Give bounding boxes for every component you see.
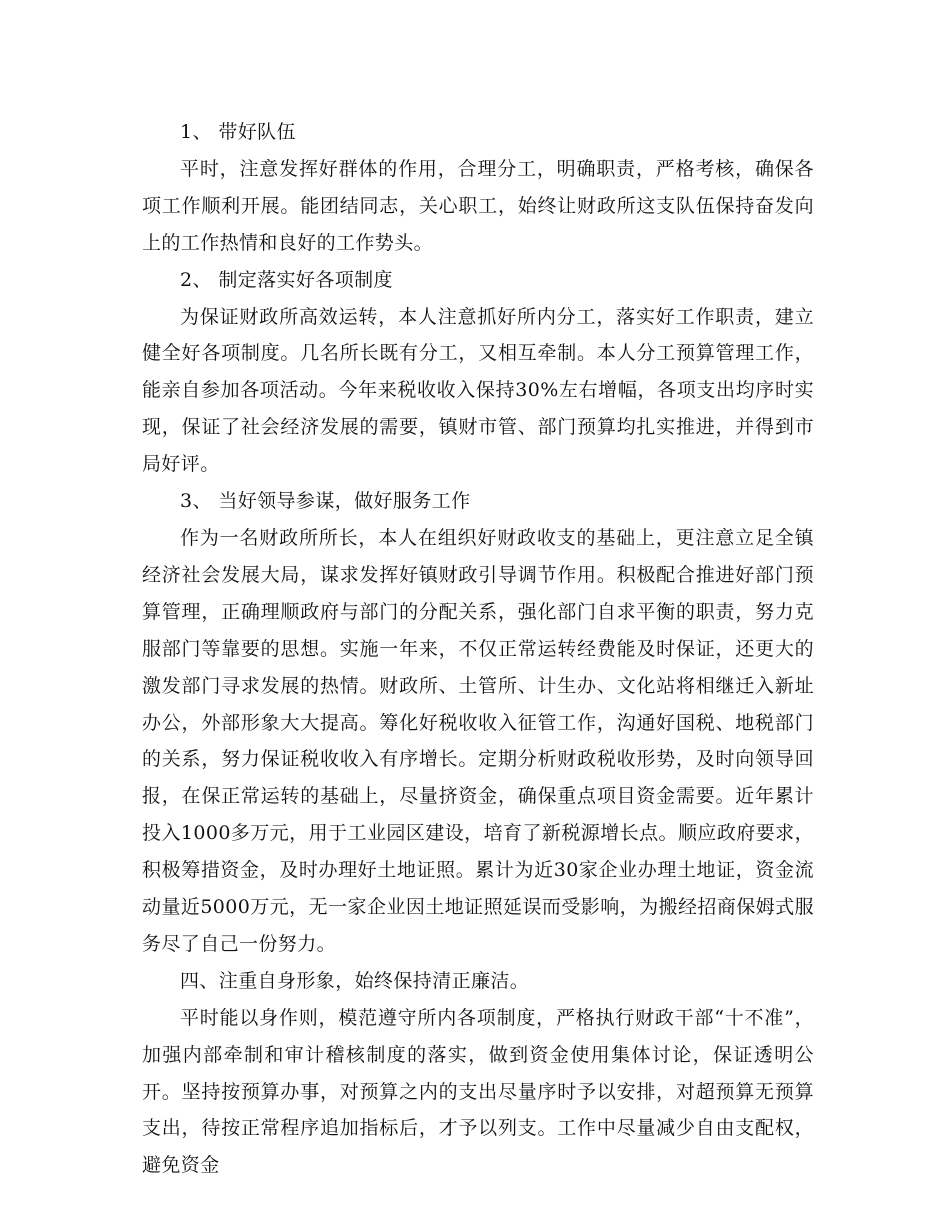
- document-body: [142, 114, 814, 1184]
- section-heading-4: 四、注重自身形象，始终保持清正廉洁。: [180, 969, 530, 992]
- paragraph-4: 平时能以身作则，模范遵守所内各项制度，严格执行财政干部“十不准”，加强内部牵制和审计稽核制度的落实，做到资金使用集体讨论，保证透明公开。坚持按预算办事，对预算之内的支出尽量序时予以安排，对超预算无预算支出，待按正常程序追加指标后，才予以列支。工作中尽量减少自由支配权，避免资金: [142, 1006, 814, 1177]
- section-heading-2: 2、 制定落实好各项制度: [180, 268, 393, 291]
- paragraph-2: 为保证财政所高效运转，本人注意抓好所内分工，落实好工作职责，建立健全好各项制度。几名所长既有分工，又相互牵制。本人分工预算管理工作，能亲自参加各项活动。今年来税收收入保持30%左右增幅，各项支出均序时实现，保证了社会经济发展的需要，镇财市管、部门预算均扎实推进，并得到市局好评。: [142, 305, 814, 476]
- paragraph-1: 平时，注意发挥好群体的作用，合理分工，明确职责，严格考核，确保各项工作顺利开展。能团结同志，关心职工，始终让财政所这支队伍保持奋发向上的工作热情和良好的工作势头。: [142, 157, 814, 254]
- paragraph-3: 作为一名财政所所长，本人在组织好财政收支的基础上，更注意立足全镇经济社会发展大局，谋求发挥好镇财政引导调节作用。积极配合推进好部门预算管理，正确理顺政府与部门的分配关系，强化部门自求平衡的职责，努力克服部门等靠要的思想。实施一年来，不仅正常运转经费能及时保证，还更大的激发部门寻求发展的热情。财政所、土管所、计生办、文化站将相继迁入新址办公，外部形象大大提高。筹化好税收收入征管工作，沟通好国税、地税部门的关系，努力保证税收收入有序增长。定期分析财政税收形势，及时向领导回报，在保正常运转的基础上，尽量挤资金，确保重点项目资金需要。近年累计投入1000多万元，用于工业园区建设，培育了新税源增长点。顺应政府要求，积极筹措资金，及时办理好土地证照。累计为近30家企业办理土地证，资金流动量近5000万元，无一家企业因土地证照延误而受影响，为搬经招商保姆式服务尽了自己一份努力。: [142, 526, 814, 955]
- section-heading-1: 1、 带好队伍: [180, 121, 296, 143]
- section-heading-3: 3、 当好领导参谋，做好服务工作: [180, 490, 471, 513]
